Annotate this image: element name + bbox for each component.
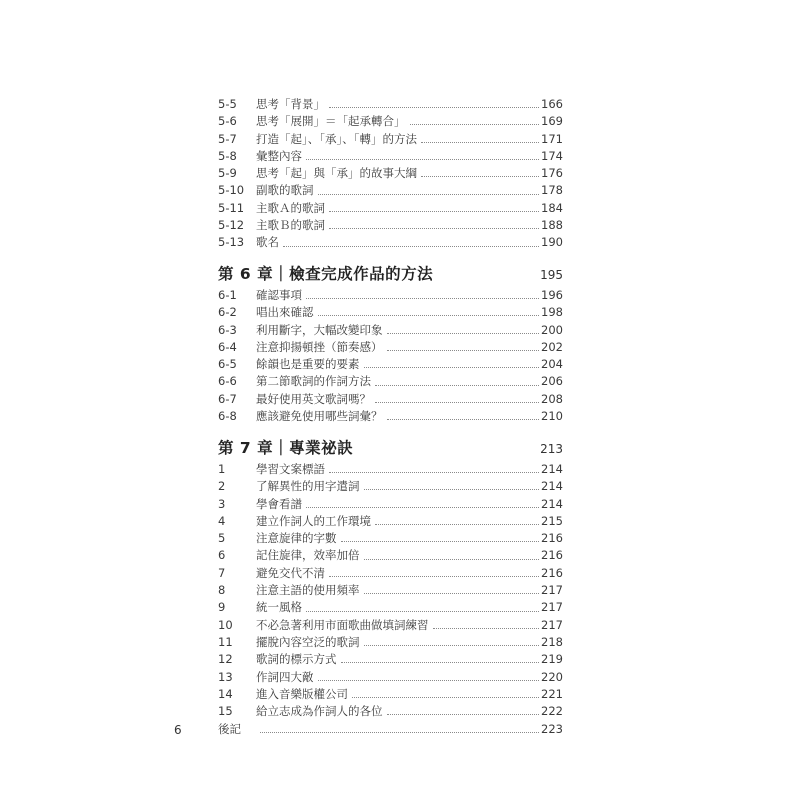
toc-section-6 [218,287,563,425]
entry-number: 6-7 [218,391,237,406]
entry-number: 11 [218,634,233,649]
toc-entry [218,304,563,321]
entry-number: 6-2 [218,305,237,320]
entry-page: 216 [541,531,563,546]
entry-title: 作詞四大敵 [256,669,314,684]
entry-page: 176 [541,166,563,181]
entry-title: 確認事項 [256,288,302,302]
leader-dots [387,333,540,334]
toc-entry [218,217,563,234]
toc-entry [218,234,563,251]
toc-entry [218,530,563,547]
entry-page: 198 [541,305,563,320]
entry-number: 14 [218,686,233,701]
toc-entry [218,200,563,217]
toc-entry [218,547,563,564]
entry-page: 214 [541,479,563,494]
entry-number: 5-12 [218,218,245,233]
entry-page: 166 [541,97,563,111]
leader-dots [421,142,539,143]
entry-number: 5-8 [218,148,237,163]
toc-entry [218,599,563,616]
entry-title: 彙整內容 [256,148,302,163]
toc-entry [218,461,563,478]
toc-entry [218,478,563,495]
leader-dots [341,662,540,663]
leader-dots [421,176,539,177]
leader-dots [364,367,540,368]
toc-entry [218,513,563,530]
entry-title: 唱出來確認 [256,305,314,320]
entry-title: 最好使用英文歌詞嗎？ [256,391,371,406]
entry-number: 5-5 [218,97,237,111]
entry-title: 歌名 [256,235,279,250]
toc-entry [218,703,563,720]
leader-dots [329,576,539,577]
leader-dots [364,645,540,646]
entry-page: 214 [541,496,563,511]
toc-entry [218,686,563,703]
afterword-title: 後記 [218,722,241,736]
toc-entry [218,565,563,582]
toc-section-7 [218,461,563,720]
leader-dots [387,419,540,420]
afterword-page: 223 [541,722,563,736]
toc-entry [218,669,563,686]
leader-dots [375,402,539,403]
entry-title: 避免交代不清 [256,565,325,580]
entry-number: 2 [218,479,226,494]
entry-title: 注意抑揚頓挫（節奏感） [256,339,383,354]
entry-page: 200 [541,322,563,337]
entry-page: 214 [541,462,563,476]
toc-entry [218,634,563,651]
entry-number: 5-9 [218,166,237,181]
entry-page: 215 [541,513,563,528]
leader-dots [364,489,540,490]
toc-entry [218,322,563,339]
entry-page: 210 [541,409,563,424]
leader-dots [329,472,539,473]
toc-section-5 [218,96,563,252]
entry-page: 206 [541,374,563,389]
chapter-6-title: 第 6 章｜檢查完成作品的方法 [218,265,434,283]
entry-title: 應該避免使用哪些詞彙？ [256,409,383,424]
entry-title: 歌詞的標示方式 [256,652,337,667]
entry-title: 統一風格 [256,600,302,615]
entry-page: 171 [541,131,563,146]
entry-number: 6-8 [218,409,237,424]
leader-dots [375,385,539,386]
chapter-7-page: 213 [540,442,563,456]
entry-number: 6-4 [218,339,237,354]
leader-dots [306,159,539,160]
toc-afterword [218,721,563,737]
entry-page: 188 [541,218,563,233]
entry-title: 了解異性的用字遣詞 [256,479,360,494]
entry-page: 217 [541,583,563,598]
entry-number: 6-3 [218,322,237,337]
toc-entry [218,373,563,390]
entry-number: 1 [218,462,226,476]
entry-number: 6 [218,548,226,563]
entry-page: 221 [541,686,563,701]
entry-page: 217 [541,617,563,632]
leader-dots [387,714,540,715]
toc-entry [218,287,563,304]
toc-entry [218,496,563,513]
toc-entry [218,113,563,130]
chapter-7-title: 第 7 章｜專業祕訣 [218,439,354,457]
toc-entry [218,148,563,165]
entry-page: 217 [541,600,563,615]
leader-dots [306,611,539,612]
leader-dots [364,559,540,560]
entry-title: 打造「起」、「承」、「轉」的方法 [256,131,417,146]
entry-page: 178 [541,183,563,198]
leader-dots [387,350,540,351]
entry-number: 3 [218,496,226,511]
entry-number: 5-11 [218,200,245,215]
entry-title: 主歌Ａ的歌詞 [256,200,325,215]
entry-number: 5-10 [218,183,245,198]
leader-dots [364,593,540,594]
entry-title: 注意主語的使用頻率 [256,583,360,598]
entry-page: 216 [541,548,563,563]
toc-entry [218,182,563,199]
entry-number: 6-1 [218,288,237,302]
entry-title: 建立作詞人的工作環境 [256,513,371,528]
toc-entry [218,651,563,668]
entry-title: 學習文案標語 [256,462,325,476]
entry-number: 5-7 [218,131,237,146]
entry-number: 15 [218,704,233,719]
entry-number: 12 [218,652,233,667]
leader-dots [329,211,539,212]
entry-page: 218 [541,634,563,649]
entry-page: 196 [541,288,563,302]
leader-dots [318,680,540,681]
leader-dots [375,524,539,525]
entry-title: 第二節歌詞的作詞方法 [256,374,371,389]
leader-dots [306,298,539,299]
leader-dots [341,541,540,542]
toc-entry [218,165,563,182]
entry-page: 184 [541,200,563,215]
toc-entry [218,339,563,356]
leader-dots [318,194,540,195]
toc-entry [218,131,563,148]
entry-page: 208 [541,391,563,406]
entry-title: 不必急著利用市面歌曲做填詞練習 [256,617,429,632]
entry-number: 5 [218,531,226,546]
entry-number: 10 [218,617,233,632]
entry-number: 7 [218,565,226,580]
entry-title: 給立志成為作詞人的各位 [256,704,383,719]
entry-number: 5-13 [218,235,245,250]
entry-number: 13 [218,669,233,684]
entry-page: 190 [541,235,563,250]
entry-page: 219 [541,652,563,667]
entry-title: 主歌Ｂ的歌詞 [256,218,325,233]
chapter-7-heading [218,436,563,458]
leader-dots [318,315,540,316]
leader-dots [283,246,539,247]
entry-title: 學會看譜 [256,496,302,511]
entry-number: 9 [218,600,226,615]
entry-number: 6-6 [218,374,237,389]
entry-page: 216 [541,565,563,580]
entry-title: 利用斷字，大幅改變印象 [256,322,383,337]
leader-dots [329,107,539,108]
leader-dots [410,124,540,125]
entry-number: 5-6 [218,114,237,129]
entry-title: 思考「起」與「承」的故事大綱 [256,166,417,181]
entry-page: 204 [541,357,563,372]
toc-entry [218,408,563,425]
entry-number: 6-5 [218,357,237,372]
entry-title: 思考「背景」 [256,97,325,111]
entry-page: 202 [541,339,563,354]
toc-entry [218,617,563,634]
leader-dots [329,228,539,229]
entry-title: 副歌的歌詞 [256,183,314,198]
entry-title: 餘韻也是重要的要素 [256,357,360,372]
entry-page: 169 [541,114,563,129]
leader-dots [433,628,540,629]
toc-entry [218,582,563,599]
entry-page: 174 [541,148,563,163]
leader-dots [352,697,539,698]
entry-number: 8 [218,583,226,598]
toc-entry [218,356,563,373]
entry-title: 擺脫內容空泛的歌詞 [256,634,360,649]
entry-title: 注意旋律的字數 [256,531,337,546]
entry-page: 222 [541,704,563,719]
entry-title: 進入音樂版權公司 [256,686,348,701]
entry-title: 思考「展開」＝「起承轉合」 [256,114,406,129]
page-number: 6 [174,723,182,737]
entry-page: 220 [541,669,563,684]
chapter-6-heading [218,262,563,284]
entry-title: 記住旋律，效率加倍 [256,548,360,563]
toc-entry [218,391,563,408]
toc-entry [218,96,563,113]
chapter-6-page: 195 [540,268,563,282]
leader-dots [260,732,539,733]
entry-number: 4 [218,513,226,528]
leader-dots [306,507,539,508]
